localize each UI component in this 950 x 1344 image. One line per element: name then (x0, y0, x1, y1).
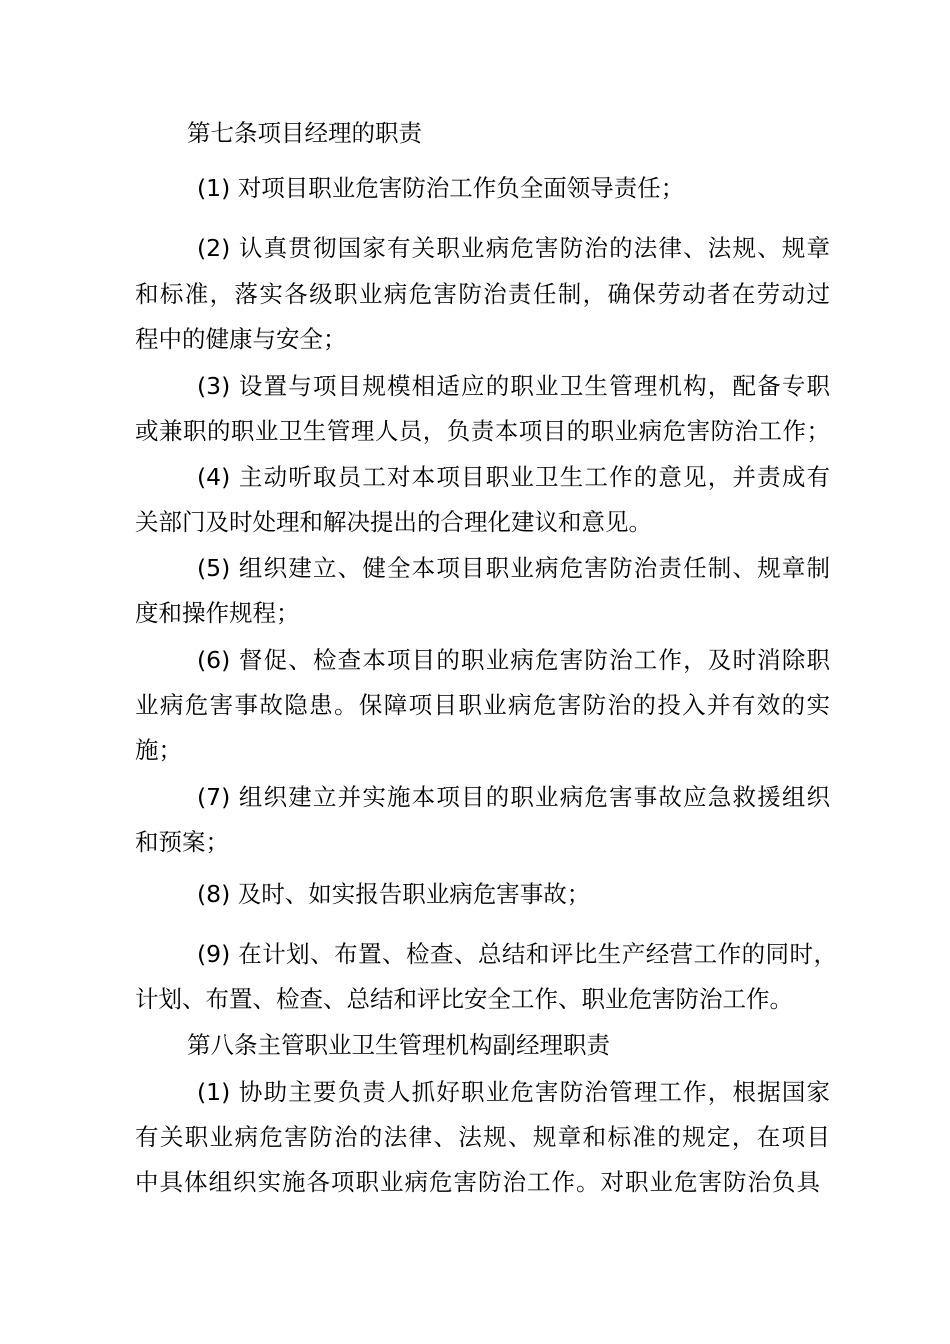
paragraph-line: 中具体组织实施各项职业病危害防治工作。对职业危害防治负具 (135, 1168, 820, 1196)
paragraph-line: 和标准，落实各级职业病危害防治责任制，确保劳动者在劳动过 (135, 280, 830, 308)
paragraph-line: 施； (135, 736, 182, 764)
paragraph-line: (8) 及时、如实报告职业病危害事故； (197, 880, 591, 908)
paragraph-line: 程中的健康与安全； (135, 325, 347, 353)
paragraph-line: (4) 主动听取员工对本项目职业卫生工作的意见，并责成有 (197, 463, 830, 491)
article-8-heading: 第八条主管职业卫生管理机构副经理职责 (187, 1031, 610, 1059)
paragraph-line: (7) 组织建立并实施本项目的职业病危害事故应急救援组织 (197, 783, 830, 811)
article-7-heading: 第七条项目经理的职责 (187, 119, 422, 147)
paragraph-line: (6) 督促、检查本项目的职业病危害防治工作，及时消除职 (197, 646, 830, 674)
paragraph-line: (3) 设置与项目规模相适应的职业卫生管理机构，配备专职 (197, 372, 830, 400)
paragraph-line: (1) 对项目职业危害防治工作负全面领导责任； (197, 174, 685, 202)
paragraph-line: (2) 认真贯彻国家有关职业病危害防治的法律、法规、规章 (197, 234, 830, 262)
paragraph-line: 度和操作规程； (135, 599, 300, 627)
paragraph-line: 和预案； (135, 828, 229, 856)
paragraph-line: 关部门及时处理和解决提出的合理化建议和意见。 (135, 508, 652, 536)
paragraph-line: 或兼职的职业卫生管理人员，负责本项目的职业病危害防治工作； (135, 417, 830, 445)
paragraph-line: (5) 组织建立、健全本项目职业病危害防治责任制、规章制 (197, 554, 830, 582)
paragraph-line: (9) 在计划、布置、检查、总结和评比生产经营工作的同时， (197, 940, 837, 968)
paragraph-line: (1) 协助主要负责人抓好职业危害防治管理工作，根据国家 (197, 1078, 830, 1106)
paragraph-line: 业病危害事故隐患。保障项目职业病危害防治的投入并有效的实 (135, 691, 830, 719)
paragraph-line: 有关职业病危害防治的法律、法规、规章和标准的规定，在项目 (135, 1123, 830, 1151)
paragraph-line: 计划、布置、检查、总结和评比安全工作、职业危害防治工作。 (135, 985, 793, 1013)
